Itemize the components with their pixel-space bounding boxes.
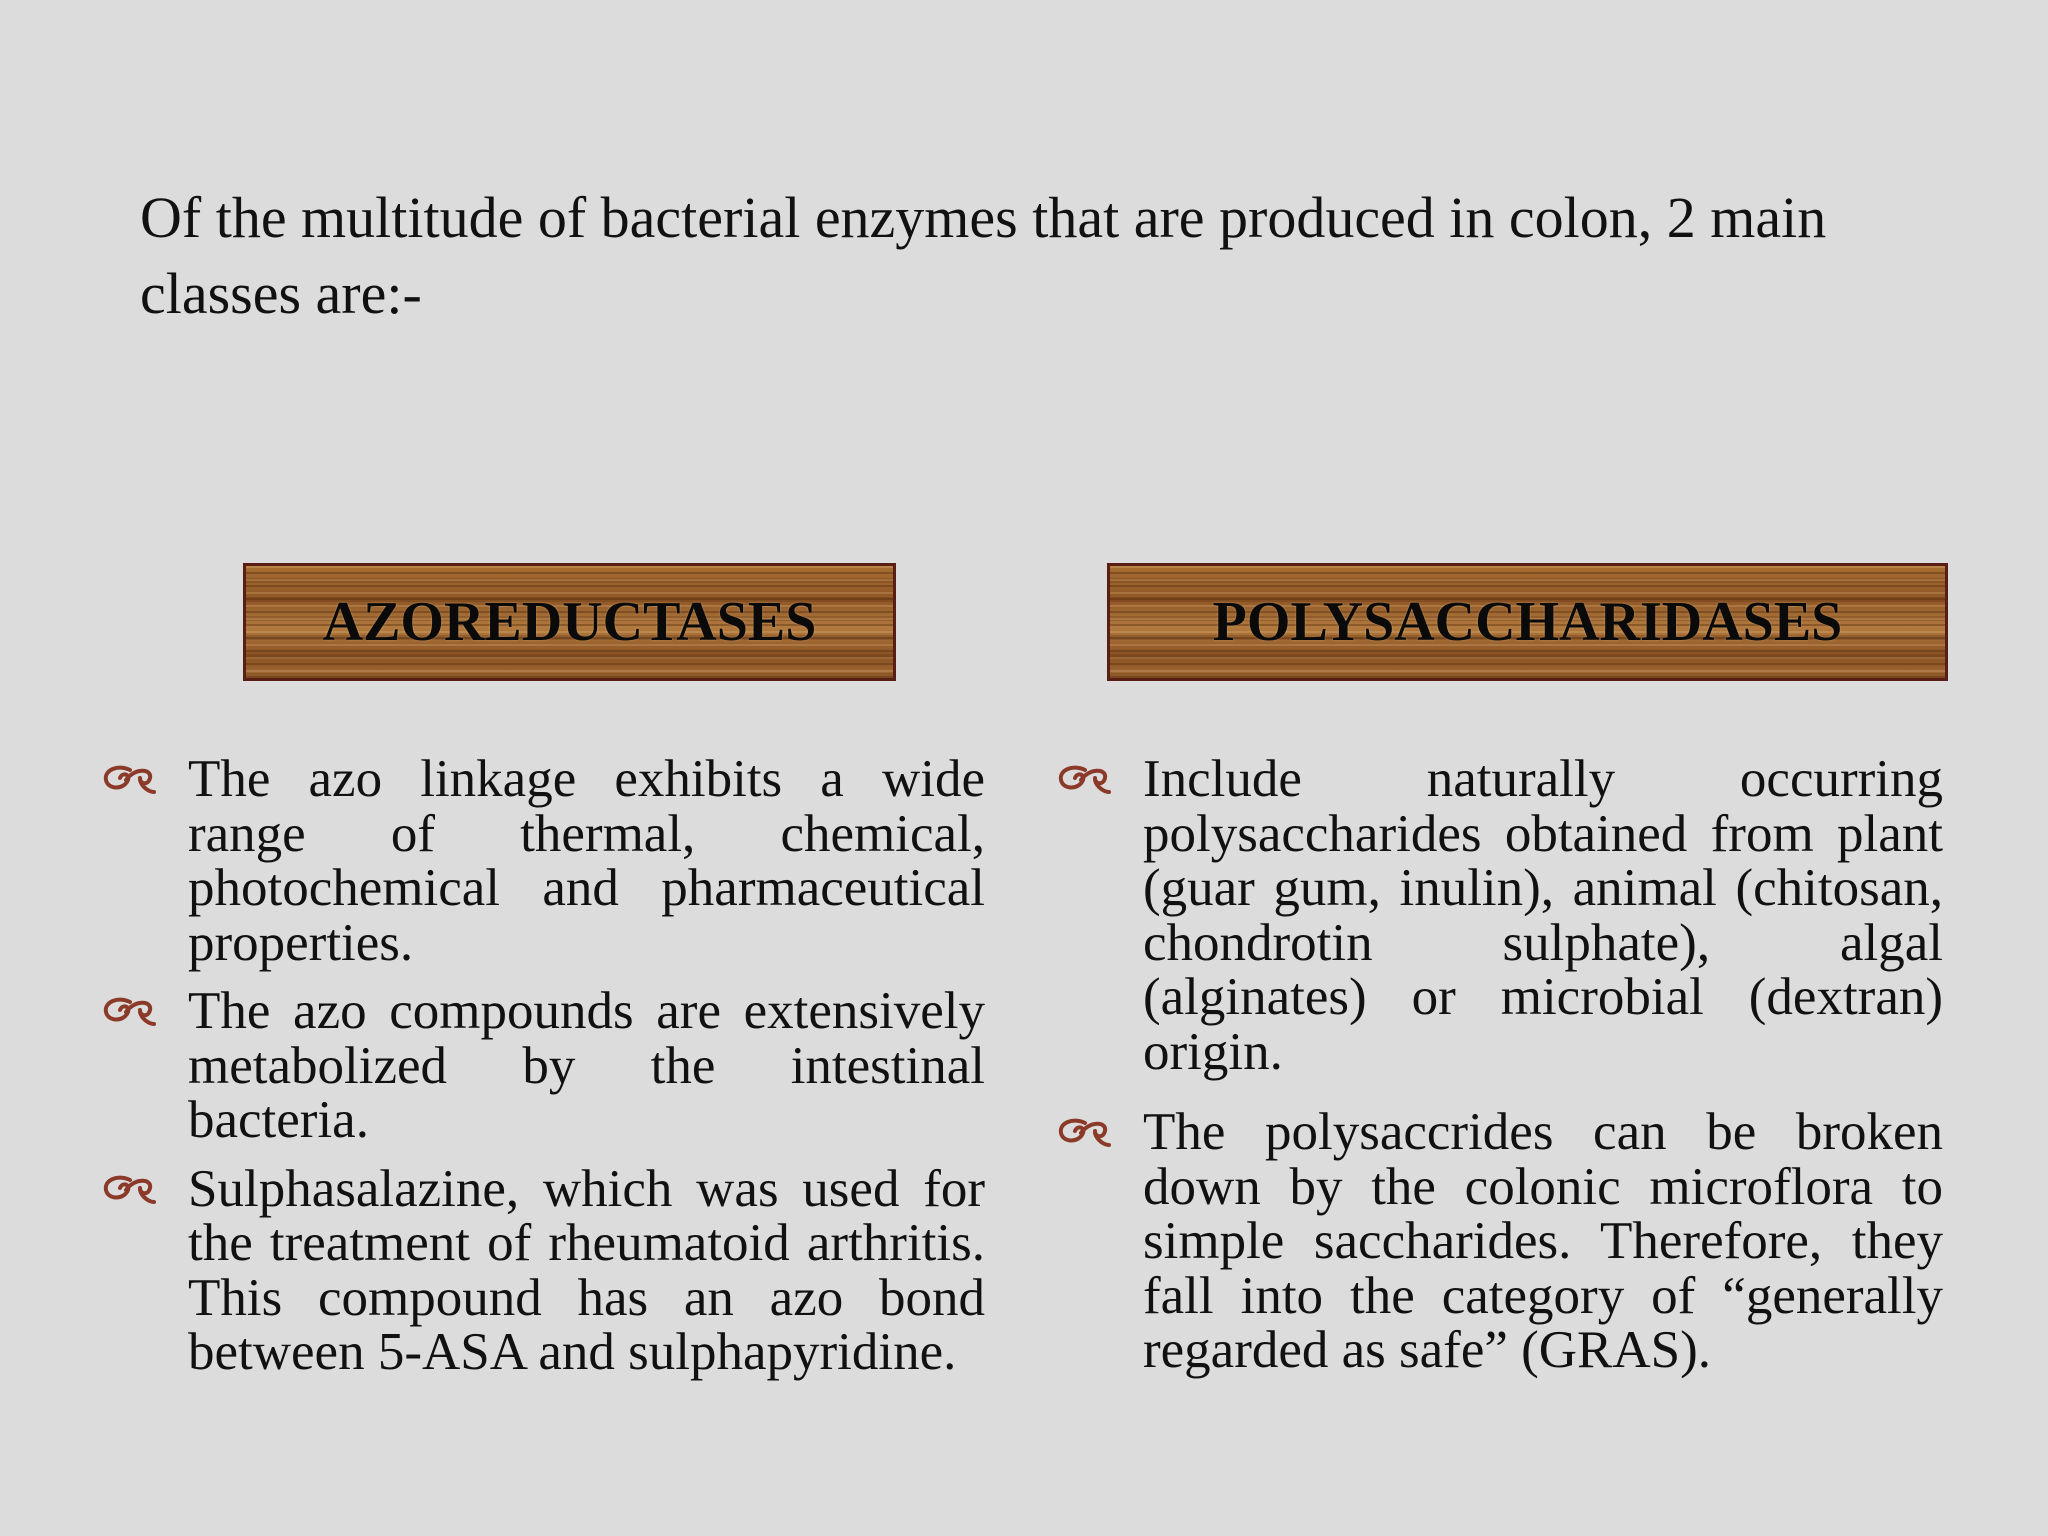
ornamental-swirl-icon (100, 752, 188, 806)
ornamental-swirl-icon (1055, 752, 1143, 806)
list-item (1055, 1105, 1943, 1378)
list-item (100, 1159, 985, 1381)
list-item (1055, 752, 1943, 1079)
azoreductases-list (100, 752, 985, 1394)
bullet-text: The polysaccrides can be broken down by the colonic microflora to simple saccharides. Therefore, they fall into the category of “generally regarded as safe” (GRAS). (1143, 1103, 1943, 1379)
polysaccharidases-heading: POLYSACCHARIDASES (1107, 563, 1948, 681)
azoreductases-heading: AZOREDUCTASES (243, 563, 896, 681)
bullet-text: The azo compounds are extensively metabolized by the intestinal bacteria. (188, 982, 985, 1149)
polysaccharidases-list (1055, 752, 1943, 1404)
list-item (100, 752, 985, 970)
ornamental-swirl-icon (100, 1162, 188, 1216)
bullet-text: The azo linkage exhibits a wide range of thermal, chemical, photochemical and pharmaceutical properties. (188, 750, 985, 972)
ornamental-swirl-icon (100, 984, 188, 1038)
ornamental-swirl-icon (1055, 1105, 1143, 1159)
bullet-text: Sulphasalazine, which was used for the treatment of rheumatoid arthritis. This compound has an azo bond between 5-ASA and sulphapyridine. (188, 1159, 985, 1381)
bullet-text: Include naturally occurring polysaccharides obtained from plant (guar gum, inulin), animal (chitosan, chondrotin sulphate), algal (alginates) or microbial (dextran) origin. (1143, 750, 1943, 1081)
list-item (100, 984, 985, 1148)
intro-text: Of the multitude of bacterial enzymes that are produced in colon, 2 main classes are:- (140, 185, 1827, 326)
